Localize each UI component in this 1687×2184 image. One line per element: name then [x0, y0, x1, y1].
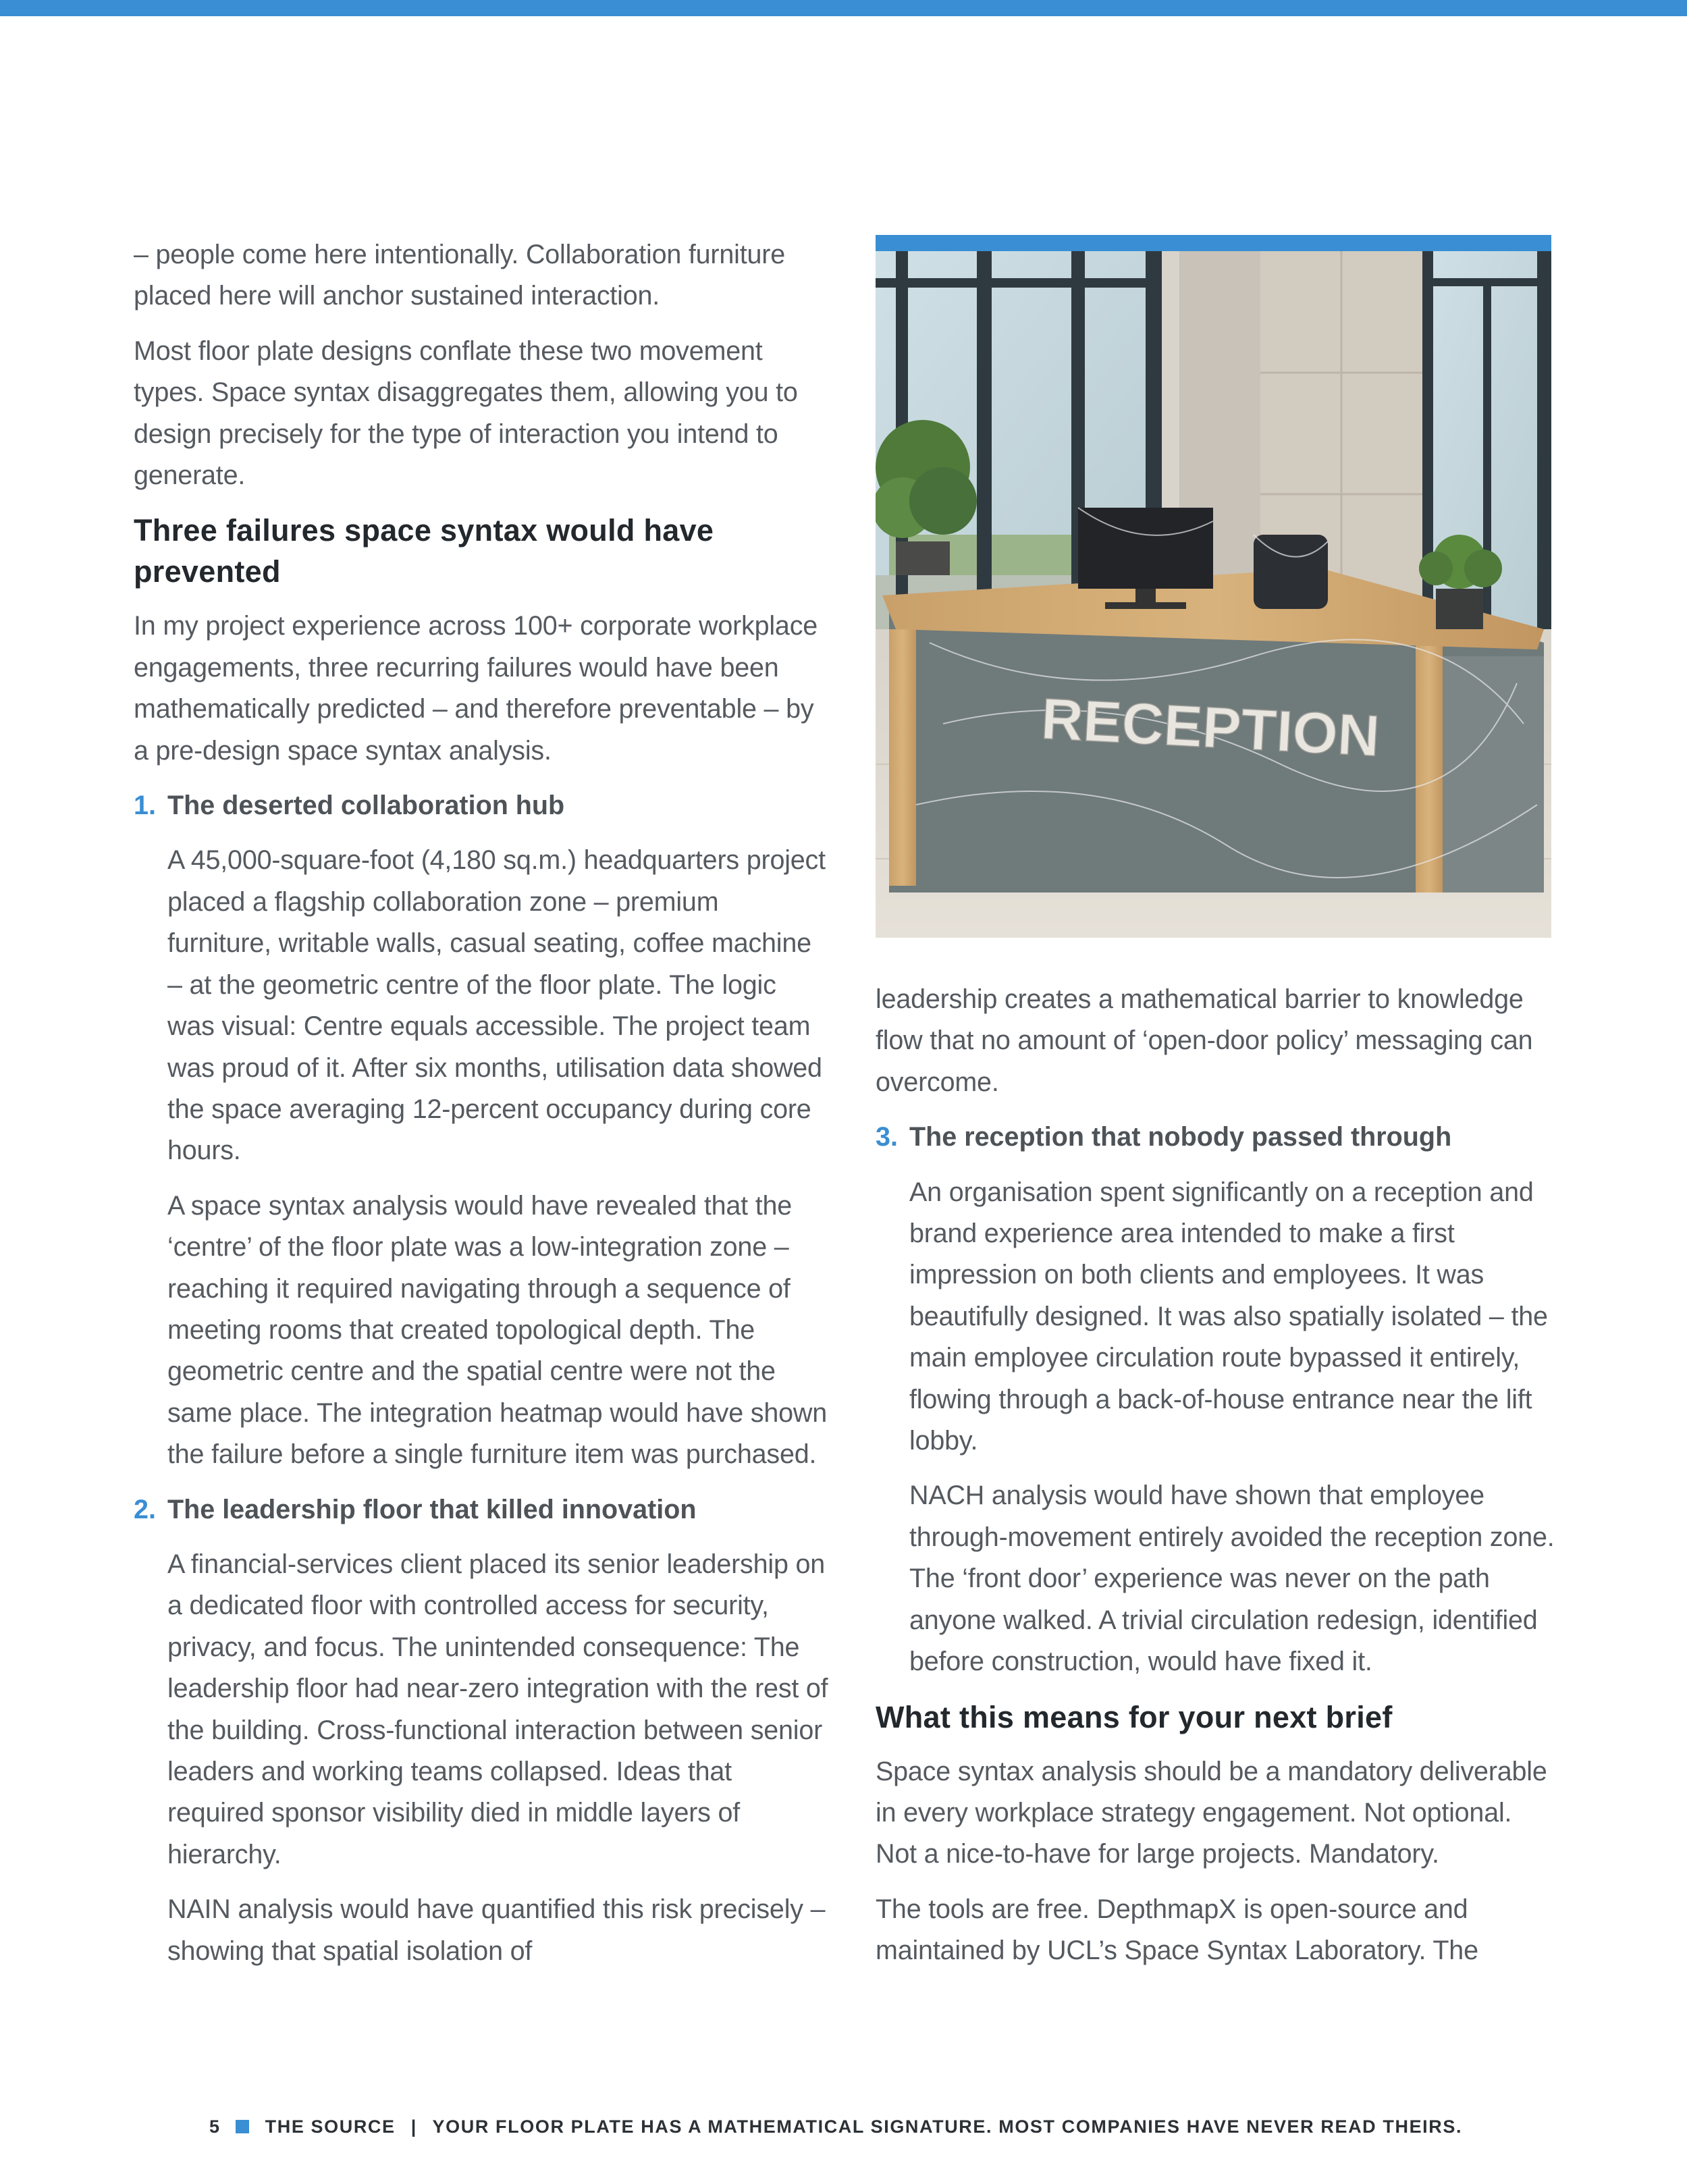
- left-column: [134, 234, 829, 1986]
- list-item: [134, 785, 829, 1476]
- footer-separator: |: [410, 2116, 417, 2137]
- list-item-paragraph: An organisation spent significantly on a reception and brand experience area intended to make a first impression on both clients and employees. It was beautifully designed. It was also spatially isolated – the main employee circulation route bypassed it entirely, flowing through a back-of-house entrance near the lift lobby.: [909, 1177, 1548, 1456]
- continued-paragraph: – people come here intentionally. Collaboration furniture placed here will anchor sustained interaction.: [134, 240, 785, 311]
- tools-paragraph: The tools are free. DepthmapX is open-source and maintained by UCL’s Space Syntax Laboratory. The: [876, 1894, 1478, 1966]
- page-footer: [209, 2113, 1462, 2140]
- list-item-title-text: The deserted collaboration hub: [167, 791, 565, 821]
- photo-accent-bar: [876, 235, 1551, 251]
- list-item-paragraph: A 45,000-square-foot (4,180 sq.m.) headquarters project placed a flagship collaboration zone – premium furniture, writable walls, casual seating, coffee machine – at the geometric centre of the floor plate. The logic was visual: Centre equals accessible. The project team was proud of it. After six months, utilisation data showed the space averaging 12-percent occupancy during core hours.: [167, 845, 826, 1166]
- continued-list-paragraph: leadership creates a mathematical barrier to knowledge flow that no amount of ‘open-door policy’ messaging can overcome.: [876, 984, 1533, 1097]
- intro-paragraph: In my project experience across 100+ corporate workplace engagements, three recurring failures would have been mathematically predicted – and therefore preventable – by a pre-design space syntax analysis.: [134, 611, 818, 766]
- list-item: [876, 1117, 1557, 1682]
- list-item-paragraph: A space syntax analysis would have revealed that the ‘centre’ of the floor plate was a low-integration zone – reaching it required navigating through a sequence of meeting rooms that created topological depth. The geometric centre and the spatial centre were not the same place. The integration heatmap would have shown the failure before a single furniture item was purchased.: [167, 1190, 827, 1470]
- section-heading-three-failures: Three failures space syntax would have prevented: [134, 513, 714, 589]
- right-column: [876, 979, 1557, 1986]
- list-item-title-text: The leadership floor that killed innovation: [167, 1494, 697, 1524]
- list-item-title-text: The reception that nobody passed through: [909, 1122, 1452, 1152]
- page-number: 5: [209, 2116, 221, 2137]
- list-item-paragraph: NACH analysis would have shown that employee through-movement entirely avoided the reception zone. The ‘front door’ experience was never on the path anyone walked. A trivial circulation redesign, identified before construction, would have fixed it.: [909, 1481, 1555, 1677]
- list-item-number: 3.: [876, 1122, 898, 1152]
- movement-types-paragraph: Most floor plate designs conflate these two movement types. Space syntax disaggregates them, allowing you to design precisely for the type of interaction you intend to generate.: [134, 336, 798, 491]
- article-title: YOUR FLOOR PLATE HAS A MATHEMATICAL SIGNATURE. MOST COMPANIES HAVE NEVER READ THEIRS.: [432, 2116, 1463, 2137]
- reception-desk-illustration: [876, 251, 1551, 938]
- reception-sign-text: RECEPTION: [1040, 686, 1382, 769]
- list-item-paragraph: NAIN analysis would have quantified this risk precisely – showing that spatial isolation of: [167, 1894, 826, 1966]
- list-item-number: 2.: [134, 1494, 156, 1524]
- list-item-number: 1.: [134, 791, 156, 821]
- list-item-title: [134, 1489, 829, 1530]
- list-item-paragraph: A financial-services client placed its senior leadership on a dedicated floor with controlled access for security, privacy, and focus. The unintended consequence: The leadership floor had near-zero integration with the rest of the building. Cross-functional interaction between senior leaders and working teams collapsed. Ideas that required sponsor visibility died in middle layers of hierarchy.: [167, 1549, 828, 1869]
- reception-photo: [876, 235, 1551, 938]
- list-item-title: [134, 785, 829, 826]
- section-heading-next-brief: What this means for your next brief: [876, 1699, 1393, 1734]
- list-item-title: [876, 1117, 1557, 1158]
- square-bullet-icon: [236, 2120, 249, 2133]
- list-item: [134, 1489, 829, 1972]
- publication-name: THE SOURCE: [265, 2116, 396, 2137]
- top-accent-bar: [0, 0, 1687, 16]
- mandatory-paragraph: Space syntax analysis should be a mandatory deliverable in every workplace strategy engagement. Not optional. Not a nice-to-have for large projects. Mandatory.: [876, 1756, 1547, 1869]
